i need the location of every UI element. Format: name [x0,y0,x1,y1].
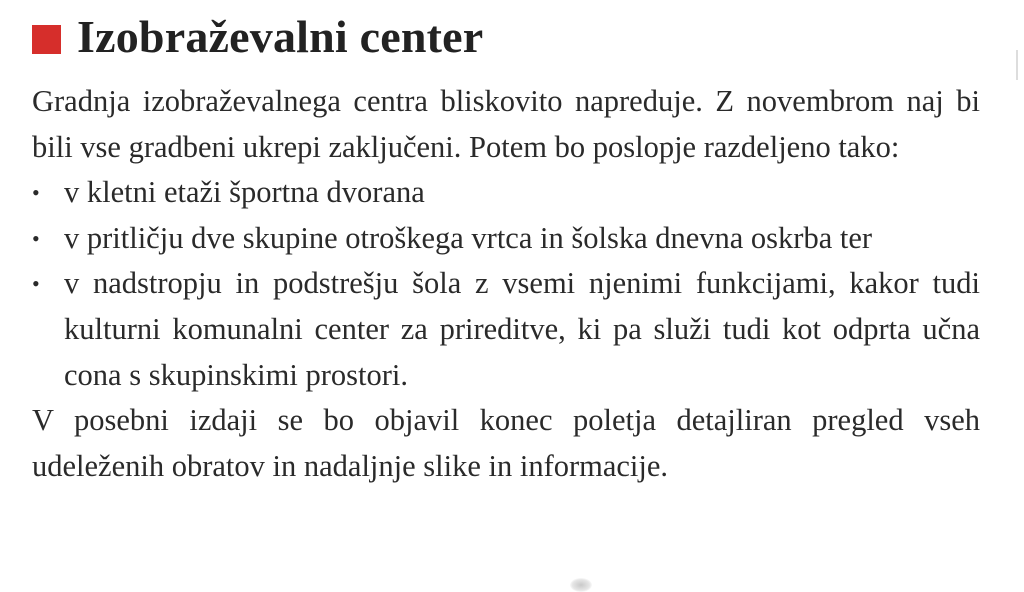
scan-edge-mark [1016,50,1018,80]
bullet-icon: • [32,180,40,206]
scan-smudge [570,578,592,592]
list-item [32,170,980,216]
heading-square-marker-icon [32,25,61,54]
list-item [32,261,980,398]
bullet-icon: • [32,271,40,297]
bullet-icon: • [32,225,40,251]
closing-paragraph: V posebni izdaji se bo objavil konec poletja detajliran pregled vseh udeleženih obratov in nadaljnje slike in informacije. [32,403,980,483]
list-item [32,216,980,262]
intro-paragraph: Gradnja izobraževalnega centra bliskovito napreduje. Z novembrom naj bi bili vse gradbeni ukrepi zaključeni. Potem bo poslopje razdeljeno tako: [32,84,980,164]
bullet-list [32,170,980,398]
list-item-text: v pritličju dve skupine otroškega vrtca in šolska dnevna oskrba ter [64,220,873,255]
section-body [32,79,980,489]
list-item-text: v kletni etaži športna dvorana [64,175,425,210]
section-heading [32,12,483,62]
list-item-text: v nadstropju in podstrešju šola z vsemi njenimi funkcijami, kakor tudi kulturni komunalni center za prireditve, ki pa služi tudi kot odprta učna cona s skupinskimi prostori. [64,266,980,392]
section-title: Izobraževalni center [77,11,484,62]
